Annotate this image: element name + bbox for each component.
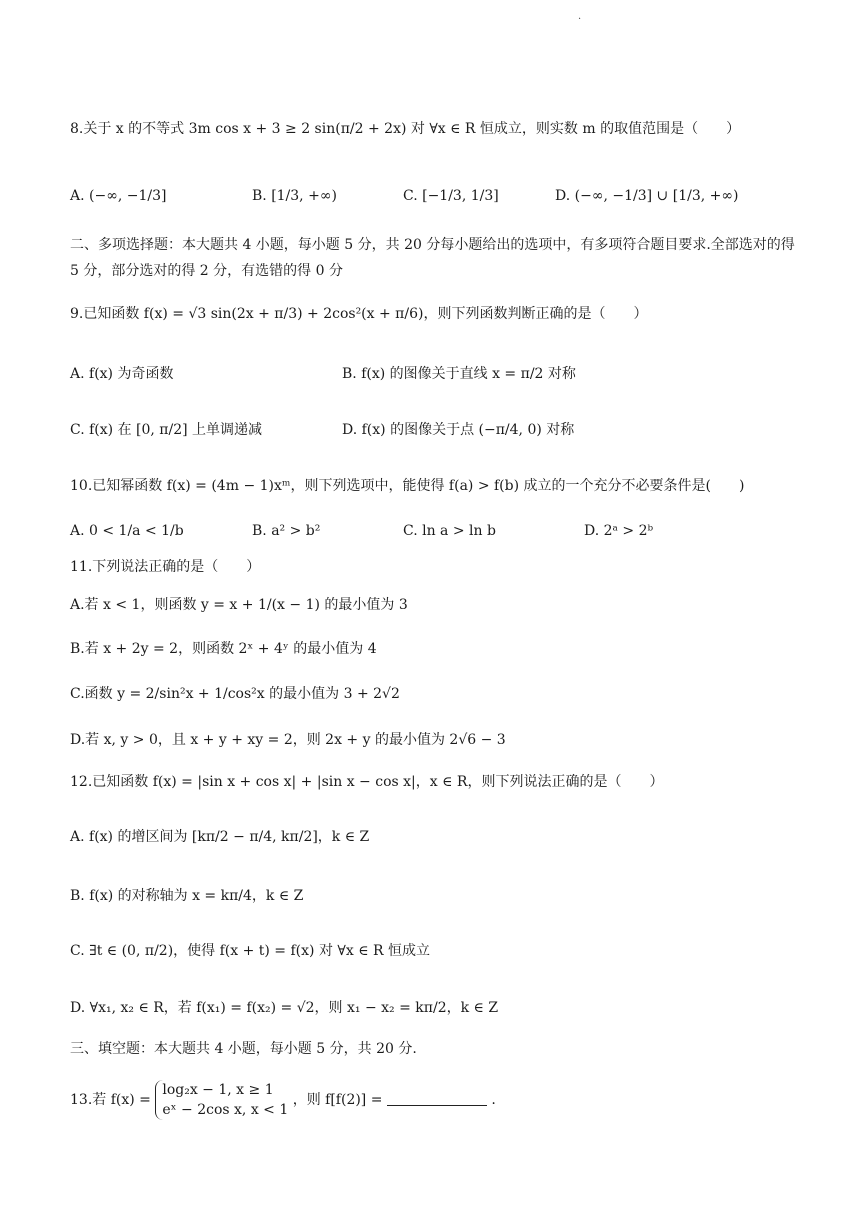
question-11-option-c[interactable]: C.函数 y = 2/sin²x + 1/cos²x 的最小值为 3 + 2√2: [70, 686, 400, 702]
section-3-heading: 三、填空题：本大题共 4 小题，每小题 5 分，共 20 分.: [70, 1041, 417, 1057]
question-8-option-c[interactable]: C. [−1/3, 1/3]: [403, 188, 499, 204]
question-11-option-b[interactable]: B.若 x + 2y = 2，则函数 2ˣ + 4ʸ 的最小值为 4: [70, 641, 377, 657]
question-9-option-c[interactable]: C. f(x) 在 [0, π/2] 上单调递减: [70, 422, 263, 438]
question-13-prefix: 13.若 f(x) =: [70, 1092, 156, 1108]
piecewise-function: [155, 1080, 288, 1120]
question-8-option-a[interactable]: A. (−∞, −1/3]: [70, 188, 167, 204]
question-13-suffix: ，则 f[f(2)] =: [292, 1092, 387, 1108]
question-12-option-c[interactable]: C. ∃t ∈ (0, π/2)，使得 f(x + t) = f(x) 对 ∀x ∈ R 恒成立: [70, 943, 430, 959]
question-10-option-a[interactable]: A. 0 < 1/a < 1/b: [70, 523, 184, 539]
question-11-option-a[interactable]: A.若 x < 1，则函数 y = x + 1/(x − 1) 的最小值为 3: [70, 597, 408, 613]
piecewise-case-1: log₂x − 1, x ≥ 1: [162, 1082, 274, 1098]
question-11-option-d[interactable]: D.若 x, y > 0，且 x + y + xy = 2，则 2x + y 的最小值为 2√6 − 3: [70, 732, 506, 748]
question-9-option-a[interactable]: A. f(x) 为奇函数: [70, 366, 174, 382]
question-8-option-d[interactable]: D. (−∞, −1/3] ∪ [1/3, +∞): [555, 188, 739, 204]
question-9-stem: 9.已知函数 f(x) = √3 sin(2x + π/3) + 2cos²(x + π/6)，则下列函数判断正确的是（ ）: [70, 306, 648, 322]
question-13: [70, 1080, 496, 1120]
question-12-stem: 12.已知函数 f(x) = |sin x + cos x| + |sin x − cos x|，x ∈ R，则下列说法正确的是（ ）: [70, 774, 664, 790]
question-10-option-c[interactable]: C. ln a > ln b: [403, 523, 496, 539]
section-2-heading: 二、多项选择题：本大题共 4 小题，每小题 5 分，共 20 分每小题给出的选项中，有多项符合题目要求.全部选对的得 5 分，部分选对的得 2 分，有选错的得 0 分: [70, 237, 795, 279]
question-9-option-d[interactable]: D. f(x) 的图像关于点 (−π/4, 0) 对称: [342, 422, 575, 438]
question-8-stem: 8.关于 x 的不等式 3m cos x + 3 ≥ 2 sin(π/2 + 2x) 对 ∀x ∈ R 恒成立，则实数 m 的取值范围是（ ）: [70, 121, 741, 137]
question-12-option-b[interactable]: B. f(x) 的对称轴为 x = kπ/4，k ∈ Z: [70, 888, 304, 904]
question-9-option-b[interactable]: B. f(x) 的图像关于直线 x = π/2 对称: [342, 366, 576, 382]
question-11-stem: 11.下列说法正确的是（ ）: [70, 559, 261, 575]
question-10-option-d[interactable]: D. 2ᵃ > 2ᵇ: [584, 523, 654, 539]
question-13-end: .: [491, 1092, 496, 1108]
question-10-option-b[interactable]: B. a² > b²: [252, 523, 321, 539]
answer-blank[interactable]: [387, 1091, 487, 1106]
question-10-stem: 10.已知幂函数 f(x) = (4m − 1)xᵐ，则下列选项中，能使得 f(a) > f(b) 成立的一个充分不必要条件是( ): [70, 478, 745, 494]
question-12-option-a[interactable]: A. f(x) 的增区间为 [kπ/2 − π/4, kπ/2]，k ∈ Z: [70, 829, 370, 845]
header-mark: ·: [578, 14, 582, 25]
question-8-option-b[interactable]: B. [1/3, +∞): [252, 188, 337, 204]
question-12-option-d[interactable]: D. ∀x₁, x₂ ∈ R，若 f(x₁) = f(x₂) = √2，则 x₁ − x₂ = kπ/2，k ∈ Z: [70, 1000, 499, 1016]
piecewise-case-2: eˣ − 2cos x, x < 1: [162, 1102, 289, 1118]
